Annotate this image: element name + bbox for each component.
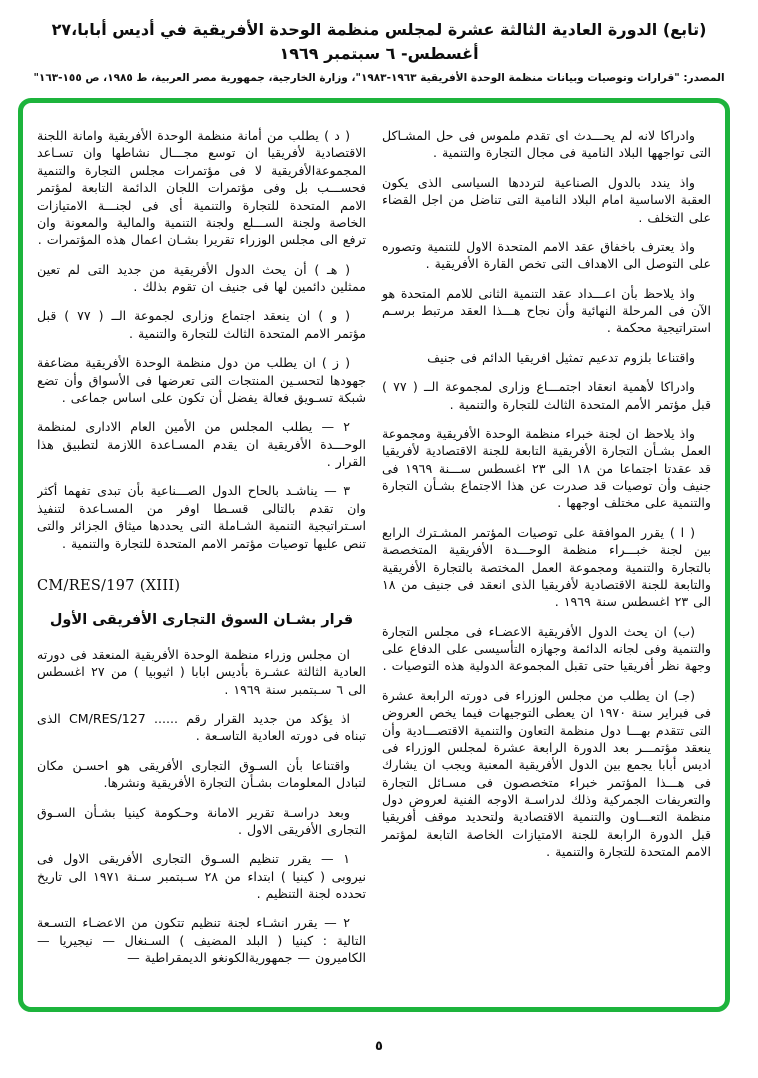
page-header [0, 18, 758, 84]
paragraph: ( و ) ان ينعقد اجتماع وزارى لجموعة الــ ( ٧٧ ) قبل مؤتمر الامم المتحدة الثالث للتجارة والتنمية . [37, 308, 366, 341]
header-source-line: المصدر: "قرارات وتوصيات وبيانات منظمة الوحدة الأفريقية ١٩٦٣-١٩٨٣"، وزارة الخارجية، جمهورية مصر العربية، ط ١٩٨٥، ص ١٥٥-١٦٣" [33, 72, 725, 84]
page-number: ٥ [375, 1039, 383, 1054]
paragraph: ( هـ ) أن يحث الدول الأفريقية من جديد التى لم تعين ممثلين دائمين لها فى جنيف ان تقوم بذلك . [37, 261, 366, 294]
paragraph: ( ز ) ان يطلب من دول منظمة الوحدة الأفريقية مضاعفة جهودها لتحسـين المنتجات التى تعرضها فى الأسواق وأن تضع شبكة تسـويق فعالة يفضل أن تكون على اساس جماعى . [37, 355, 366, 405]
resolution-reference: CM/RES/197 (XIII) [37, 577, 181, 594]
paragraph: واذ يلاحظ بأن اعـــداد عقد التنمية الثانى للامم المتحدة هو الآن فى المرحلة النهائية وأن نجاح هـــذا العقد مرتبط برسـم استراتيجية محكمة . [382, 285, 711, 336]
paragraph: ٢ — يقرر انشـاء لجنة تنظيم تتكون من الاعضـاء التسـعة التالية : كينيا ( البلد المضيف ) السـنغال — نيجيريا — الكاميرون — جمهوريةالكونغو الديمقراطية — [37, 915, 366, 966]
paragraph: واذ يعترف باخفاق عقد الامم المتحدة الاول للتنمية وتصوره على التوصل الى الاهداف التى تخص القارة الأفريقية . [382, 238, 711, 272]
paragraph: ١ — يقرر تنظيم السـوق التجارى الأفريقى الاول فى نيروبى ( كينيا ) ابتداء من ٢٨ سـبتمبر سـنة ١٩٧١ الى تاريخ تحدده لجنة التنظيم . [37, 851, 366, 901]
column-left [37, 127, 366, 993]
text-columns [37, 127, 711, 993]
paragraph: وبعد دراسـة تقرير الامانة وحـكومة كينيا بشـأن السـوق التجارى الأفريقى الاول . [37, 804, 366, 837]
paragraph: واذ يلاحظ ان لجنة خبراء منظمة الوحدة الأفريقية ومجموعة العمل بشـأن التجارة الأفريقية التابعة للجنة الاقتصادية لأفريقيا قد عقدتا اجتماعا من ١٨ الى ٢٣ اغسطس ســـنة ١٩٦٩ فى جنيف وأن توصيات قد صدرت عن هذا الاجتماع بشـأن التجارة والتنمية على مختلف اوجهها . [382, 425, 711, 511]
paragraph: ( د ) يطلب من أمانة منظمة الوحدة الأفريقية وامانة اللجنة الاقتصادية لأفريقيا ان توسع مجـــال نشاطها وان تسـاعد المجموعةالأفريقية لا فى مؤتمرات مجلس التجارة والتنمية فحســـب بل وفى مؤتمرات اللجان الدائمة التابعة لمؤتمر الامم المتحدة للتجارة والتنمية أى فى لجنـــة الامتيازات الخاصة ولجنة الســـلع ولجنة التنمية والمالية والمعونة وان ترفع الى مجلس الوزراء تقريرا بشـان اعمال هذه المؤتمرات . [37, 128, 366, 248]
paragraph: واذ يندد بالدول الصناعية لترددها السياسى الذى يكون العقبة الاساسية امام البلاد النامية التى تناضل من اجل القضاء على التخلف . [382, 174, 711, 225]
resolution-title: قرار بشـان السوق التجارى الأفريقى الأول [49, 611, 354, 628]
paragraph: اذ يؤكد من جديد القرار رقم ...... CM/RES/127 الذى تبناه فى دورته العادية التاسـعة . [37, 711, 366, 744]
paragraph: ان مجلس وزراء منظمة الوحدة الأفريقية المنعقد فى دورته العادية الثالثة عشـرة بأديس ابابا ( اثيوبيا ) من ٢٧ اغسطس الى ٦ سـبتمبر سنة ١٩٦٩ . [37, 646, 366, 697]
paragraph: وادراكا لأهمية انعقاد اجتمـــاع وزارى لمجموعة الــ ( ٧٧ ) قبل مؤتمر الأمم المتحدة الثالث للتجارة والتنمية . [382, 379, 711, 412]
paragraph: واقتناعا بأن السـوق التجارى الأفريقى هو احسـن مكان لتبادل المعلومات بشـأن التجارة الأفريقية ونشرها. [37, 757, 366, 791]
paragraph: واقتناعا بلزوم تدعيم تمثيل افريقيا الدائم فى جنيف [427, 349, 695, 365]
green-border-frame [18, 98, 730, 1012]
paragraph: (ب) ان يحث الدول الأفريقية الاعضـاء فى مجلس التجارة والتنمية وفى لجانه الدائمة وجهازه التأسيسى على الدفاع على وجهة نظر أفريقيا حتى تقبل المجموعة الدولية هذه التوصيات . [382, 623, 711, 674]
paragraph: ( ا ) يقرر الموافقة على توصيات المؤتمر المشـترك الرابع بين لجنة خبـــراء منظمة الوحـــدة الأفريقية المتخصصة بالتجارة والتنمية ومجموعة العمل المختصة بالتجارة الأفريقية والتابعة للجنة الاقتصادية لأفريقيا الذى انعقد فى جنيف من ١٨ الى ٢٣ اغسطس سنة ١٩٦٩ . [382, 524, 711, 610]
paragraph: ٣ — يناشـد بالحاح الدول الصـــناعية بأن تبدى تفهما أكثر وان تقدم بالتالى قسـطا اوفر من المسـاعدة لتنفيذ اسـتراتيجية التنمية الشـاملة التى يحددها ميثاق الجزائر والتى تنص عليها توصيات مؤتمر الامم المتحدة للتجارة والتنمية . [37, 483, 366, 551]
paragraph: (جـ) ان يطلب من مجلس الوزراء فى دورته الرابعة عشرة فى فبراير سنة ١٩٧٠ ان يعطى التوجيهات فيما يخص العروض التى تتقدم بهـــا دول منظمة التعاون والتنمية الاقتصـــادية وأن ينعقد مؤتمـــر بعد الدورة الرابعة عشرة لمجلس الوزراء فى اديس أبابا يجمع بين الدول الأفريقية المعنية ويجب ان يشارك فى هـــذا المؤتمر خبراء متخصصون فى مسـائل التجارة والتعريفات الجمركية وذلك لدراسـة الاوجه الفنية لعروض دول منظمة التعـــاون والتنمية الاقتصادية ولتحديد موقف أفريقيا قبل الدورة الرابعة للجنة الامتيازات الخاصة التابعة لمؤتمر الامم المتحدة للتجارة والتنمية . [382, 687, 711, 860]
paragraph: وادراكا لانه لم يحـــدث اى تقدم ملموس فى حل المشـاكل التى تواجهها البلاد النامية فى مجال التجارة والتنمية . [382, 128, 711, 161]
column-right [382, 127, 711, 993]
header-title: (تابع) الدورة العادية الثالثة عشرة لمجلس منظمة الوحدة الأفريقية في أديس أبابا،٢٧ أغسطس- ٦ سبتمبر ١٩٦٩ [51, 20, 707, 63]
paragraph: ٢ — يطلب المجلس من الأمين العام الادارى لمنظمة الوحـــدة الأفريقية ان يقدم المسـاعدة اللازمة لتطبيق هذا القرار . [37, 419, 366, 469]
